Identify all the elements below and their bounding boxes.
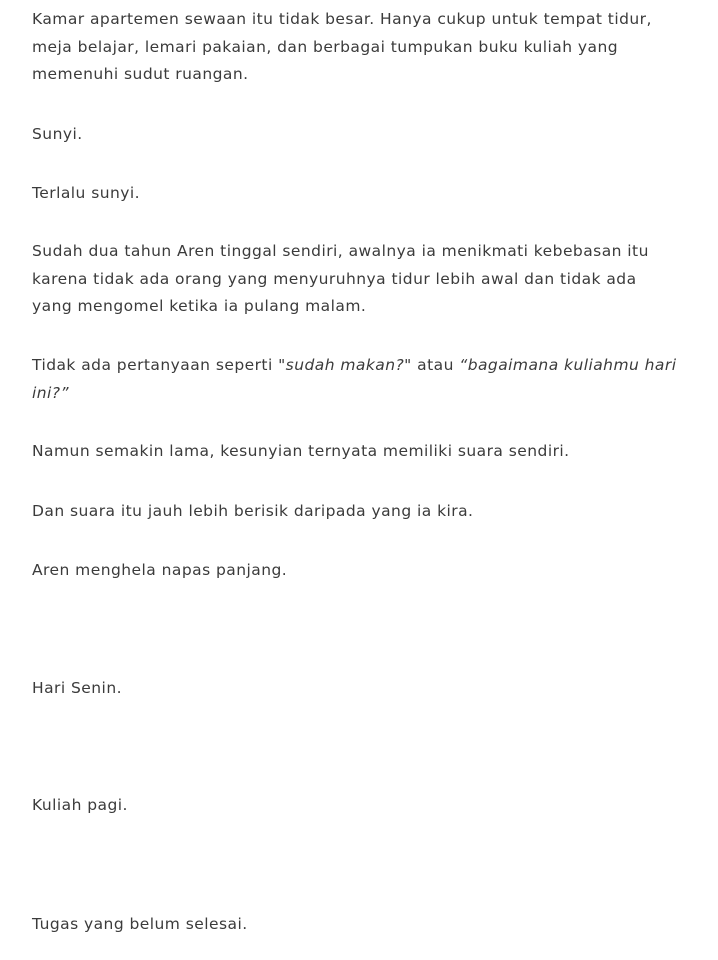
quote-sudah-makan: "sudah makan?" [278,356,412,374]
text-line: Kamar apartemen sewaan itu tidak besar. Hanya cukup untuk tempat tidur, [32,10,652,28]
quote-bagaimana-kuliah: “bagaimana kuliahmu hari [459,356,677,374]
text-mid: atau [411,356,460,374]
paragraph-no-questions [32,352,694,407]
paragraph-room-description [32,6,694,89]
text-line: meja belajar, lemari pakaian, dan berbagai tumpukan buku kuliah yang [32,37,619,56]
text-line [32,352,694,380]
paragraph-terlalu-sunyi: Terlalu sunyi. [32,184,141,202]
text-line: karena tidak ada orang yang menyuruhnya tidur lebih awal dan tidak ada [32,269,637,288]
paragraph-sigh: Aren menghela napas panjang. [32,561,288,579]
paragraph-hari-senin: Hari Senin. [32,679,122,697]
paragraph-kuliah-pagi: Kuliah pagi. [32,796,128,814]
text-line: Sudah dua tahun Aren tinggal sendiri, awalnya ia menikmati kebebasan itu [32,242,649,260]
paragraph-tugas: Tugas yang belum selesai. [32,915,248,933]
text-line: memenuhi sudut ruangan. [32,65,249,83]
text-line: yang mengomel ketika ia pulang malam. [32,297,367,315]
quote-bagaimana-kuliah-end: ini?” [32,383,69,402]
paragraph-two-years-alone [32,238,694,321]
paragraph-sunyi: Sunyi. [32,125,83,143]
paragraph-silence-has-voice: Namun semakin lama, kesunyian ternyata memiliki suara sendiri. [32,442,570,460]
text-lead: Tidak ada pertanyaan seperti [32,356,279,374]
text-line [32,380,694,408]
paragraph-noisier: Dan suara itu jauh lebih berisik daripada yang ia kira. [32,502,474,520]
